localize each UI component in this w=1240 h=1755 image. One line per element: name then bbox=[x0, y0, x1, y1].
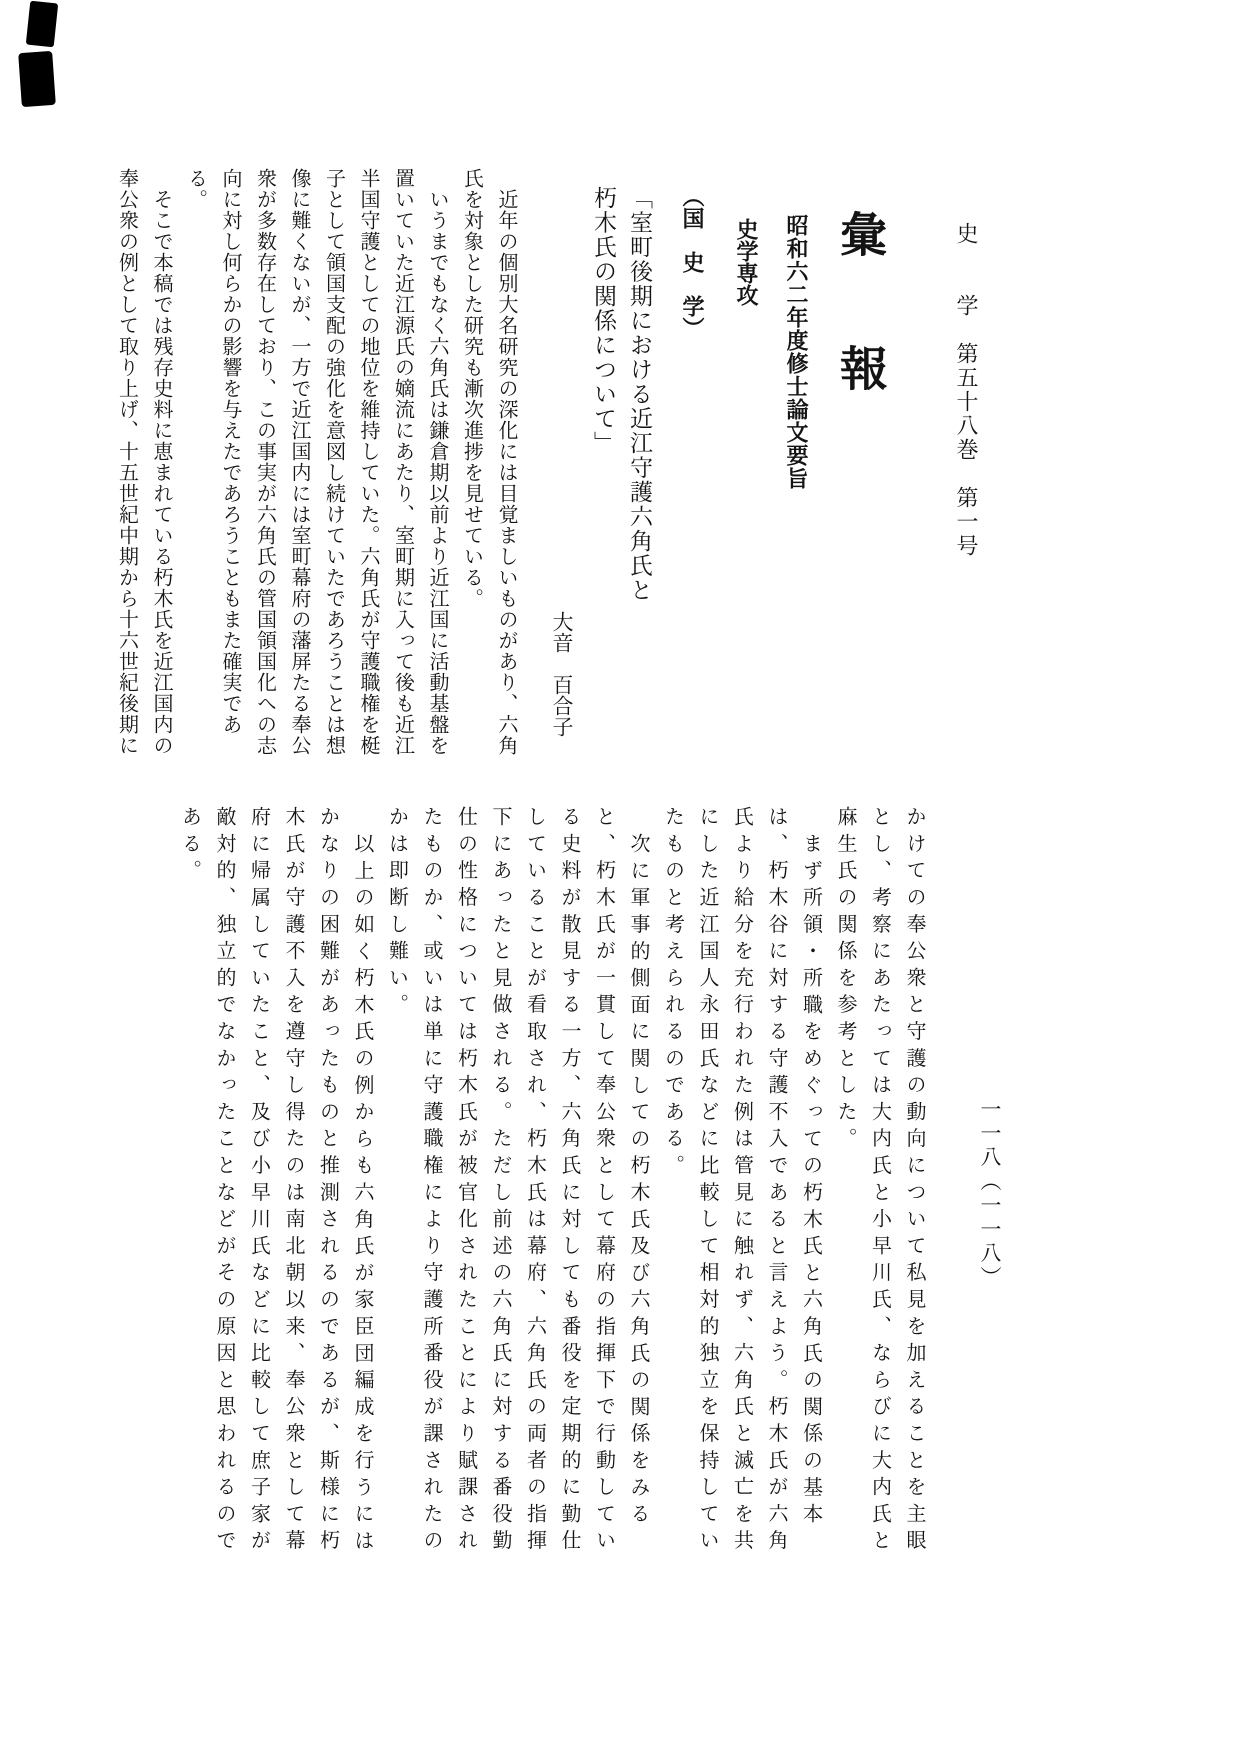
abstract-body-upper bbox=[109, 168, 523, 760]
abstract-paragraph: 次に軍事的側面に関しての朽木氏及び六角氏の関係をみると、朽木氏が一貫して奉公衆として幕府の指揮下で行動している史料が散見する一方、六角氏に対しても番役を定期的に勤仕していることが看取され、朽木氏は幕府、六角氏の両者の指揮下にあったと見做される。ただし前述の六角氏に対する番役勤仕の性格については朽木氏が被官化されたことにより賦課されたものか、或いは単に守護職権により守護所番役が課されたのかは即断し難い。 bbox=[385, 806, 649, 1557]
abstract-paragraph: いうまでもなく六角氏は鎌倉期以前より近江国に活動基盤を置いていた近江源氏の嫡流にあたり、室町期に入って後も近江半国守護としての地位を維持していた。六角氏が守護職権を梃子として領国支配の強化を意図し続けていたであろうことは想像に難くないが、一方で近江国内には室町幕府の藩屏たる奉公衆が多数存在しており、この事実が六角氏の管国領国化への志向に対し何らかの影響を与えたであろうこともまた確実である。 bbox=[184, 168, 448, 756]
abstract-paragraph: そこで本稿では残存史料に恵まれている朽木氏を近江国内の奉公衆の例として取り上げ、十五世紀中期から十六世紀後期に bbox=[115, 168, 172, 756]
page-number: 一一八（一一八） bbox=[978, 1098, 1002, 1290]
author-name: 大音 百合子 bbox=[550, 611, 574, 737]
thesis-abstracts-heading: 昭和六二年度修士論文要旨 bbox=[784, 214, 809, 490]
abstract-paragraph: かけての奉公衆と守護の動向について私見を加えることを主眼とし、考察にあたっては大内氏と小早川氏、ならびに大内氏と麻生氏の関係を参考とした。 bbox=[834, 806, 925, 1557]
major-label: 史学専攻 bbox=[734, 218, 759, 306]
abstract-paragraph: まず所領・所職をめぐっての朽木氏と六角氏の関係の基本は、朽木谷に対する守護不入であると言えよう。朽木氏が六角氏より給分を充行われた例は管見に触れず、六角氏と滅亡を共にした近江国人永田氏などに比較して相対的独立を保持していたものと考えられるのである。 bbox=[661, 806, 822, 1557]
abstract-paragraph: 近年の個別大名研究の深化には目覚ましいものがあり、六角氏を対象とした研究も漸次進捗を見せている。 bbox=[460, 168, 517, 756]
abstract-paragraph: 以上の如く朽木氏の例からも六角氏が家臣団編成を行うにはかなりの困難があったものと推測されるのであるが、斯様に朽木氏が守護不入を遵守し得たのは南北朝以来、奉公衆として幕府に帰属していたこと、及び小早川氏などに比較して庶子家が敵対的、独立的でなかったことなどがその原因と思われるのである。 bbox=[178, 806, 373, 1557]
scan-artifact bbox=[26, 1, 58, 48]
scan-artifact bbox=[18, 51, 56, 107]
abstract-body-lower bbox=[172, 806, 931, 1558]
section-title: 彙 報 bbox=[833, 210, 885, 411]
journal-header: 史 学 第五十八巻 第一号 bbox=[954, 222, 979, 558]
thesis-title: 「室町後期における近江守護六角氏と朽木氏の関係について」 bbox=[591, 186, 652, 603]
major-detail-label: （国 史 学） bbox=[680, 185, 705, 339]
